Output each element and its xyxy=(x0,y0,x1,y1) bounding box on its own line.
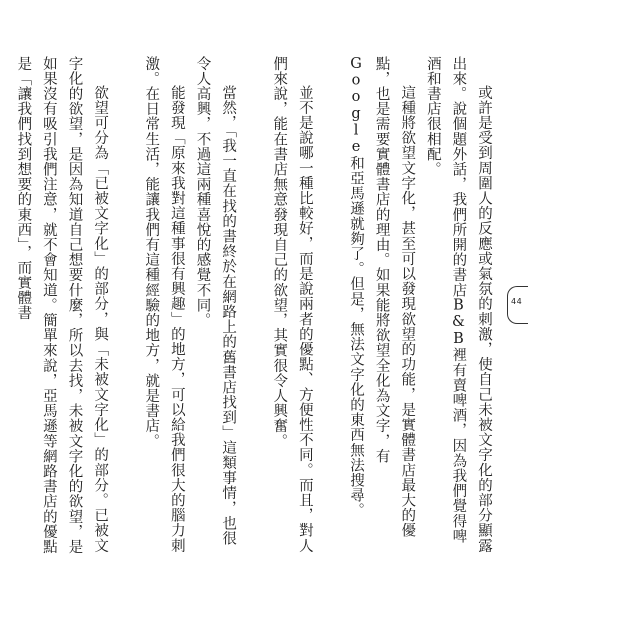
page-tab-edge xyxy=(527,292,528,316)
paragraph-6: 欲望可分為「已被文字化」的部分，與「未被文字化」的部分。已被文字化的欲望，是因為知道自己想要什麼，所以去找，未被文字化的欲望，是如果沒有吸引我們注意，就不會知道。簡單來說，亞馬遜等網路書店的優點是「讓我們找到想要的東西」，而實體書 xyxy=(15,56,109,555)
paragraph-1: 或許是受到周圍人的反應或氣氛的刺激，使自己未被文字化的部分顯露出來。說個題外話，我們所開的書店B&B裡有賣啤酒，因為我們覺得啤酒和書店很相配。 xyxy=(424,56,492,554)
paragraph-4: 當然，「我一直在找的書終於在網路上的舊書店找到」這類事情，也很令人高興，不過這兩種喜悅的感覺不同。 xyxy=(194,56,237,546)
paragraph-2: 這種將欲望文字化，甚至可以發現欲望的功能，是實體書店最大的優點，也是需要實體書店的理由。如果能將欲望全化為文字，有Google和亞馬遜就夠了。但是，無法文字化的東西無法搜尋。 xyxy=(348,56,416,538)
paragraph-3: 並不是說哪一種比較好，而是說兩者的優點、方便性不同。而且，對人們來說，能在書店無意發現自己的欲望，其實很令人興奮。 xyxy=(271,56,313,554)
paragraph-5: 能發現「原來我對這種事很有興趣」的地方，可以給我們很大的腦力刺激。在日常生活，能讓我們有這種經驗的地方，就是書店。 xyxy=(143,56,185,554)
vertical-text-body xyxy=(0,56,496,556)
page-number: 44 xyxy=(511,297,523,306)
